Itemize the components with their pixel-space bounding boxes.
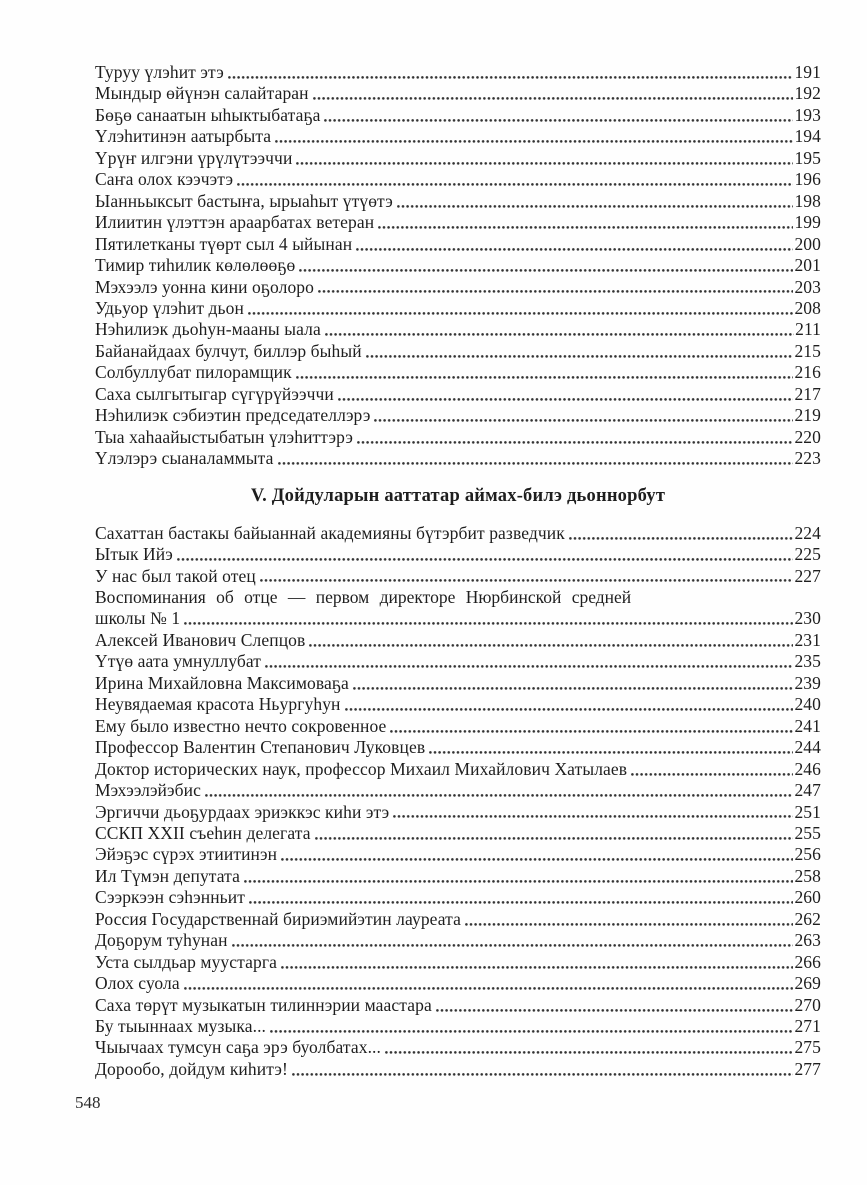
dot-leader — [184, 608, 793, 629]
toc-entry-title: Алексей Иванович Слепцов — [95, 629, 306, 650]
toc-entry-title: Эйэҕэс сүрэх этиитинэн — [95, 844, 278, 865]
toc-entry-page-number: 231 — [794, 629, 821, 650]
toc-entry-title: У нас был такой отец — [95, 565, 256, 586]
toc-entry-title: ССКП XXII съеһин делегата — [95, 822, 311, 843]
dot-leader — [292, 1059, 794, 1080]
toc-entry-title: Нэһилиэк сэбиэтин председателлэрэ — [95, 405, 371, 426]
toc-entry-page-number: 258 — [794, 865, 821, 886]
toc-entry-title: Мэхээлэйэбис — [95, 780, 201, 801]
toc-entry — [95, 405, 821, 426]
toc-entry-title: Россия Государственнай бириэмийэтин лауреата — [95, 908, 462, 929]
toc-entry-page-number: 203 — [794, 276, 821, 297]
table-of-contents — [95, 62, 821, 1080]
toc-entry-title: Эргиччи дьоҕурдаах эриэккэс киһи этэ — [95, 801, 390, 822]
toc-entry-page-number: 215 — [794, 340, 821, 361]
dot-leader — [278, 448, 794, 469]
dot-leader — [436, 995, 794, 1016]
toc-entry-page-number: 239 — [794, 672, 821, 693]
toc-entry — [95, 1016, 821, 1037]
toc-entry-page-number: 219 — [794, 405, 821, 426]
dot-leader — [569, 523, 794, 544]
toc-entry — [95, 62, 821, 83]
dot-leader — [465, 909, 793, 930]
toc-entry — [95, 523, 821, 544]
dot-leader — [429, 737, 793, 758]
toc-entry-page-number: 230 — [794, 608, 821, 629]
toc-entry-page-number: 192 — [794, 83, 821, 104]
dot-leader — [281, 952, 793, 973]
toc-entry-title: Үлэһитинэн аатырбыта — [95, 126, 272, 147]
section-heading: V. Дойдуларын ааттатар аймах-билэ дьоннорбут — [250, 485, 666, 506]
toc-entry-page-number: 217 — [794, 383, 821, 404]
toc-entry — [95, 694, 821, 715]
toc-entry-title: Үтүө аата умнуллубат — [95, 651, 262, 672]
dot-leader — [393, 802, 793, 823]
toc-entry-title: Ему было известно нечто сокровенное — [95, 715, 387, 736]
toc-entry — [95, 448, 821, 469]
toc-entry — [95, 995, 821, 1016]
toc-entry-title: Уста сылдьар муустарга — [95, 951, 277, 972]
dot-leader — [397, 191, 794, 212]
toc-entry-title: Профессор Валентин Степанович Луковцев — [95, 737, 426, 758]
dot-leader — [390, 716, 793, 737]
toc-entry-page-number: 246 — [794, 758, 821, 779]
toc-entry-title: школы № 1 — [95, 608, 181, 629]
toc-entry — [95, 148, 821, 169]
toc-entry-title: Тимир тиһилик көлөлөөҕө — [95, 255, 296, 276]
dot-leader — [232, 930, 794, 951]
dot-leader — [325, 319, 794, 340]
dot-leader — [275, 126, 793, 147]
toc-entry — [95, 255, 821, 276]
toc-entry-page-number: 227 — [794, 565, 821, 586]
toc-entry-page-number: 255 — [794, 822, 821, 843]
dot-leader — [228, 62, 794, 83]
dot-leader — [265, 651, 793, 672]
toc-entry-page-number: 251 — [794, 801, 821, 822]
dot-leader — [324, 105, 793, 126]
toc-entry-page-number: 194 — [794, 126, 821, 147]
toc-entry-title: Неувядаемая красота Ньургуһун — [95, 694, 341, 715]
toc-entry-page-number: 196 — [794, 169, 821, 190]
toc-entry — [95, 83, 821, 104]
toc-entry-page-number: 200 — [794, 233, 821, 254]
toc-entry — [95, 1037, 821, 1058]
toc-entry-title: Олох суола — [95, 973, 180, 994]
dot-leader — [237, 169, 793, 190]
dot-leader — [313, 83, 794, 104]
toc-entry — [95, 105, 821, 126]
toc-entry-title: Тыа хаһаайыстыбатын үлэһиттэрэ — [95, 426, 353, 447]
dot-leader — [378, 212, 793, 233]
toc-entry — [95, 1059, 821, 1080]
dot-leader — [249, 887, 793, 908]
toc-entry-title: Бөҕө санаатын ыһыктыбатаҕа — [95, 104, 321, 125]
toc-entry — [95, 544, 821, 565]
toc-entry-title: Пятилетканы түөрт сыл 4 ыйынан — [95, 233, 353, 254]
toc-entry-title: Доктор исторических наук, профессор Михаил Михайлович Хатылаев — [95, 758, 628, 779]
dot-leader — [345, 694, 794, 715]
toc-entry — [95, 608, 821, 629]
dot-leader — [309, 630, 793, 651]
toc-entry-title: Сээркээн сэһэнньит — [95, 887, 245, 908]
toc-entry-page-number: 193 — [794, 104, 821, 125]
dot-leader — [338, 384, 794, 405]
toc-entry — [95, 277, 821, 298]
toc-entry — [95, 952, 821, 973]
toc-entry-page-number: 223 — [794, 448, 821, 469]
toc-entry-page-number: 241 — [794, 715, 821, 736]
dot-leader — [260, 566, 794, 587]
dot-leader — [356, 234, 793, 255]
toc-entry — [95, 844, 821, 865]
toc-entry — [95, 673, 821, 694]
dot-leader — [296, 362, 794, 383]
dot-leader — [299, 255, 793, 276]
dot-leader — [315, 823, 794, 844]
toc-entry-page-number: 240 — [794, 694, 821, 715]
toc-entry — [95, 191, 821, 212]
toc-entry-title: Доҕорум туһунан — [95, 930, 228, 951]
toc-entry — [95, 651, 821, 672]
toc-entry-page-number: 199 — [794, 212, 821, 233]
dot-leader — [281, 844, 793, 865]
toc-entry — [95, 716, 821, 737]
toc-entry-title: Саха төрүт музыкатын тилиннэрии маастара — [95, 994, 432, 1015]
toc-entry — [95, 427, 821, 448]
toc-entry — [95, 887, 821, 908]
toc-entry-page-number: 195 — [794, 147, 821, 168]
folio-page-number: 548 — [75, 1093, 101, 1112]
toc-entry-page-number: 208 — [794, 297, 821, 318]
toc-entry-title: Үрүҥ илгэни үрүлүтээччи — [95, 147, 293, 168]
toc-entry-title: Солбуллубат пилорамщик — [95, 362, 292, 383]
toc-entry — [95, 737, 821, 758]
toc-entry-page-number: 225 — [794, 544, 821, 565]
toc-entry-page-number: 220 — [794, 426, 821, 447]
toc-entry-page-number: 191 — [794, 62, 821, 82]
toc-entry-title: Саха сылгытыгар сүгүрүйээччи — [95, 383, 334, 404]
toc-entry-title: Дорообо, дойдум киһитэ! — [95, 1058, 288, 1079]
toc-entry-title-line1: Воспоминания об отце — первом директоре Нюрбинской средней — [95, 586, 632, 607]
toc-entry — [95, 384, 821, 405]
toc-entry-title: Илиитин үлэттэн араарбатах ветеран — [95, 212, 375, 233]
toc-entry-page-number: 211 — [795, 319, 821, 340]
toc-entry-page-number: 271 — [794, 1016, 821, 1037]
toc-entry-page-number: 270 — [794, 994, 821, 1015]
dot-leader — [270, 1016, 793, 1037]
toc-entry — [95, 630, 821, 651]
toc-entry-title: Ил Түмэн депутата — [95, 865, 241, 886]
toc-entry-page-number: 224 — [794, 522, 821, 543]
toc-entry — [95, 341, 821, 362]
toc-entry-page-number: 260 — [794, 887, 821, 908]
dot-leader — [318, 277, 793, 298]
toc-entry — [95, 866, 821, 887]
toc-entry-title: Байанайдаах булчут, биллэр быһый — [95, 340, 362, 361]
dot-leader — [374, 405, 793, 426]
dot-leader — [357, 427, 793, 448]
toc-entry — [95, 212, 821, 233]
dot-leader — [177, 544, 794, 565]
toc-entry-title: Чыычаах тумсун саҕа эрэ буолбатах... — [95, 1037, 382, 1058]
toc-entry-page-number: 216 — [794, 362, 821, 383]
toc-entry-title: Ыанньыксыт бастыҥа, ырыаһыт үтүөтэ — [95, 190, 393, 211]
toc-entry-title: Ирина Михайловна Максимоваҕа — [95, 672, 349, 693]
toc-entry-page-number: 247 — [794, 780, 821, 801]
toc-entry — [95, 298, 821, 319]
toc-entry-title: Ытык Ийэ — [95, 544, 173, 565]
toc-entry-title: Нэһилиэк дьоһун-мааны ыала — [95, 319, 321, 340]
toc-entry-page-number: 262 — [794, 908, 821, 929]
toc-entry-title: Үлэлэрэ сыаналаммыта — [95, 448, 274, 469]
toc-entry — [95, 973, 821, 994]
dot-leader — [205, 780, 793, 801]
toc-entry-title: Сахаттан бастакы байыаннай академияны бүтэрбит разведчик — [95, 522, 565, 543]
toc-entry — [95, 319, 821, 340]
dot-leader — [353, 673, 794, 694]
toc-entry-page-number: 244 — [794, 737, 821, 758]
toc-entry-page-number: 277 — [794, 1058, 821, 1079]
toc-entry-page-number: 235 — [794, 651, 821, 672]
toc-entry — [95, 566, 821, 587]
toc-entry — [95, 780, 821, 801]
toc-entry-title: Мындыр өйүнэн салайтаран — [95, 83, 309, 104]
dot-leader — [244, 866, 793, 887]
toc-entry-title: Бу тыыннаах музыка... — [95, 1016, 267, 1037]
dot-leader — [366, 341, 794, 362]
toc-entry — [95, 234, 821, 255]
toc-entry — [95, 823, 821, 844]
toc-entry-page-number: 263 — [794, 930, 821, 951]
toc-entry — [95, 759, 821, 780]
dot-leader — [184, 973, 794, 994]
toc-entry — [95, 802, 821, 823]
dot-leader — [248, 298, 793, 319]
dot-leader — [631, 759, 793, 780]
toc-entry-title: Мэхээлэ уонна кини оҕолоро — [95, 276, 315, 297]
toc-entry — [95, 126, 821, 147]
toc-entry-page-number: 201 — [794, 255, 821, 276]
toc-entry-page-number: 256 — [794, 844, 821, 865]
toc-entry-title: Туруу үлэһит этэ — [95, 62, 224, 82]
dot-leader — [296, 148, 793, 169]
toc-entry — [95, 930, 821, 951]
toc-entry-page-number: 269 — [794, 973, 821, 994]
dot-leader — [385, 1037, 793, 1058]
toc-entry-page-number: 275 — [794, 1037, 821, 1058]
toc-entry-title: Удьуор үлэһит дьон — [95, 297, 244, 318]
toc-entry-page-number: 266 — [794, 951, 821, 972]
toc-entry — [95, 362, 821, 383]
toc-entry — [95, 909, 821, 930]
toc-entry — [95, 169, 821, 190]
toc-entry-page-number: 198 — [794, 190, 821, 211]
toc-entry-title: Саҥа олох кээчэтэ — [95, 169, 234, 190]
